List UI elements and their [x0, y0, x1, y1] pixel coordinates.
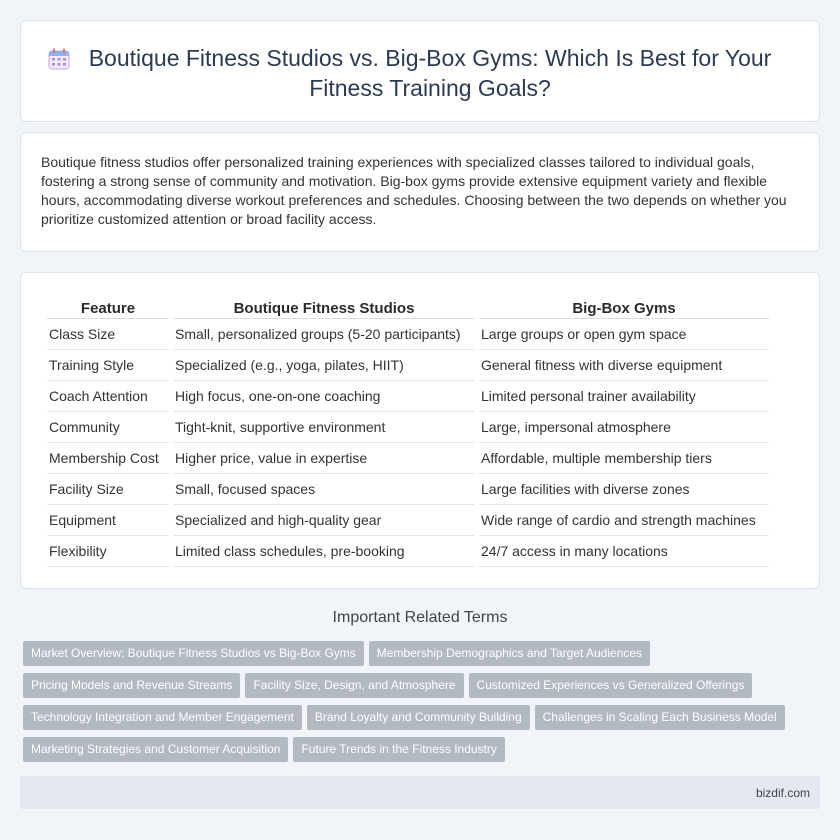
table-cell: Affordable, multiple membership tiers — [479, 443, 769, 474]
related-term-tag[interactable]: Customized Experiences vs Generalized Offerings — [469, 673, 753, 698]
table-cell: Higher price, value in expertise — [173, 443, 475, 474]
related-terms-list — [23, 641, 823, 769]
table-cell: Training Style — [47, 350, 169, 381]
table-cell: Specialized (e.g., yoga, pilates, HIIT) — [173, 350, 475, 381]
table-row — [47, 536, 769, 567]
site-credit-link[interactable]: bizdif.com — [755, 786, 810, 800]
header-card — [20, 20, 820, 122]
related-term-tag[interactable]: Challenges in Scaling Each Business Model — [535, 705, 785, 730]
table-row — [47, 443, 769, 474]
table-row — [47, 505, 769, 536]
column-header-feature: Feature — [47, 295, 169, 319]
related-term-tag[interactable]: Membership Demographics and Target Audiences — [369, 641, 650, 666]
table-cell: Specialized and high-quality gear — [173, 505, 475, 536]
column-header-boutique: Boutique Fitness Studios — [173, 295, 475, 319]
related-term-tag[interactable]: Future Trends in the Fitness Industry — [293, 737, 504, 762]
related-term-tag[interactable]: Market Overview: Boutique Fitness Studios vs Big-Box Gyms — [23, 641, 364, 666]
related-term-tag[interactable]: Technology Integration and Member Engagement — [23, 705, 302, 730]
table-cell: High focus, one-on-one coaching — [173, 381, 475, 412]
table-cell: Membership Cost — [47, 443, 169, 474]
page-title: Boutique Fitness Studios vs. Big-Box Gyms: Which Is Best for Your Fitness Training Goals? — [88, 45, 772, 101]
comparison-table — [43, 295, 773, 567]
table-row — [47, 412, 769, 443]
related-term-tag[interactable]: Pricing Models and Revenue Streams — [23, 673, 240, 698]
table-cell: 24/7 access in many locations — [479, 536, 769, 567]
table-cell: Wide range of cardio and strength machines — [479, 505, 769, 536]
comparison-table-card — [20, 272, 820, 589]
table-header-row — [47, 295, 769, 319]
table-cell: Community — [47, 412, 169, 443]
table-row — [47, 381, 769, 412]
table-cell: Large groups or open gym space — [479, 319, 769, 350]
related-term-tag[interactable]: Facility Size, Design, and Atmosphere — [245, 673, 463, 698]
related-term-tag[interactable]: Marketing Strategies and Customer Acquisition — [23, 737, 288, 762]
table-cell: Large, impersonal atmosphere — [479, 412, 769, 443]
table-row — [47, 350, 769, 381]
table-cell: Flexibility — [47, 536, 169, 567]
related-terms-heading: Important Related Terms — [332, 609, 508, 626]
column-header-bigbox: Big-Box Gyms — [479, 295, 769, 319]
table-cell: Large facilities with diverse zones — [479, 474, 769, 505]
table-row — [47, 319, 769, 350]
table-cell: Small, focused spaces — [173, 474, 475, 505]
table-cell: General fitness with diverse equipment — [479, 350, 769, 381]
intro-card — [20, 132, 820, 252]
related-term-tag[interactable]: Brand Loyalty and Community Building — [307, 705, 530, 730]
intro-paragraph: Boutique fitness studios offer personalized training experiences with specialized classes tailored to individual goals, fostering a strong sense of community and motivation. Big-box gyms provide extensive equipment variety and flexible hours, accommodating diverse workout preferences and schedules. Choosing between the two depends on whether you prioritize customized attention or broad facility access. — [41, 154, 787, 227]
table-cell: Equipment — [47, 505, 169, 536]
footer — [20, 776, 820, 809]
table-cell: Limited class schedules, pre-booking — [173, 536, 475, 567]
table-cell: Tight-knit, supportive environment — [173, 412, 475, 443]
table-cell: Class Size — [47, 319, 169, 350]
table-cell: Coach Attention — [47, 381, 169, 412]
table-cell: Limited personal trainer availability — [479, 381, 769, 412]
table-cell: Facility Size — [47, 474, 169, 505]
table-row — [47, 474, 769, 505]
table-cell: Small, personalized groups (5-20 participants) — [173, 319, 475, 350]
